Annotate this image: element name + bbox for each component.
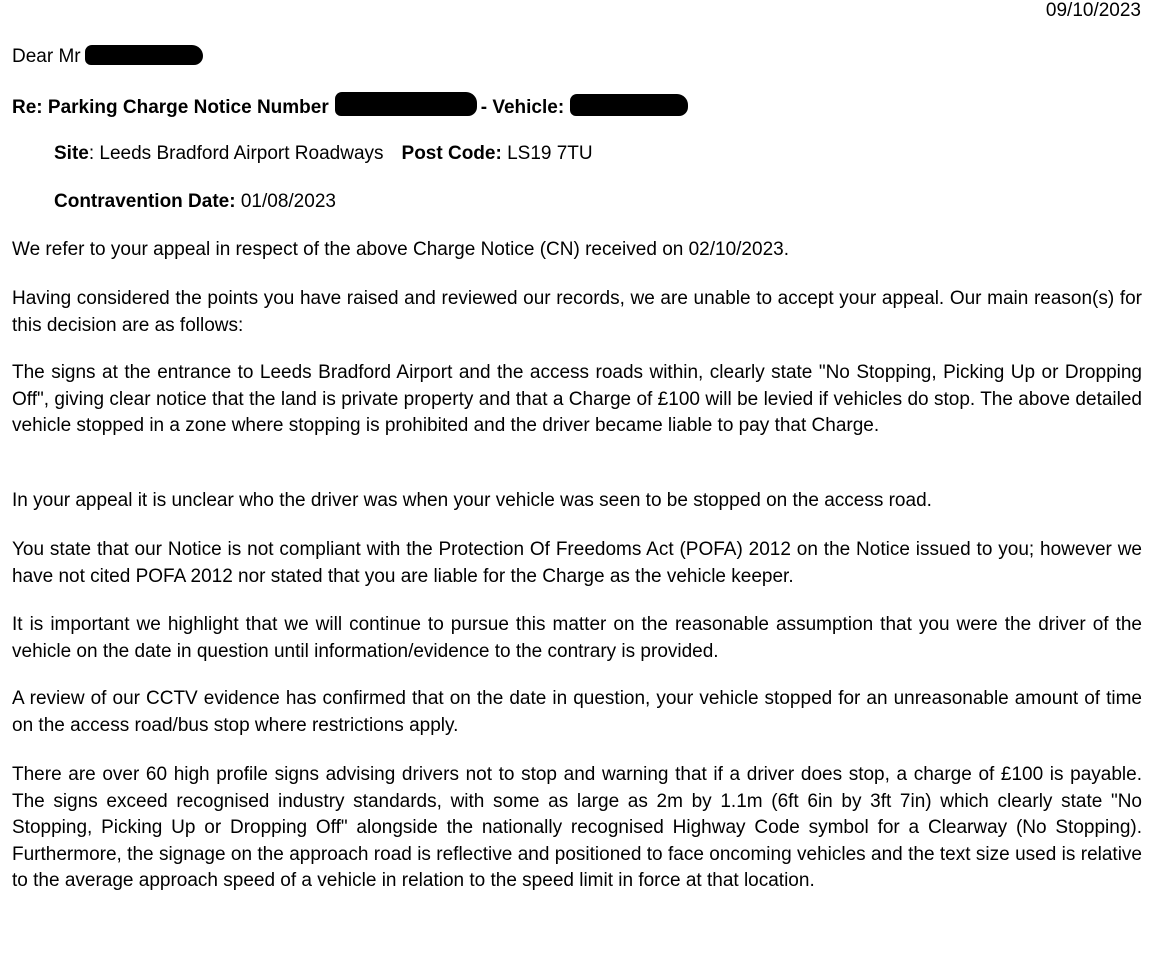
postcode-value: LS19 7TU (501, 143, 593, 164)
body-paragraph: In your appeal it is unclear who the driver was when your vehicle was seen to be stopped on the access road. (12, 490, 932, 511)
vehicle-label: - Vehicle: (480, 97, 565, 118)
salutation-line (12, 44, 203, 71)
body-paragraph: You state that our Notice is not compliant with the Protection Of Freedoms Act (POFA) 2012 on the Notice issued to you; however we have not cited POFA 2012 nor stated that you are liable for the Charge as the vehicle keeper. (12, 539, 1142, 587)
contravention-label: Contravention Date: (54, 191, 236, 212)
site-label: Site (54, 143, 89, 164)
site-value: : Leeds Bradford Airport Roadways (88, 143, 384, 164)
redaction-mark (570, 94, 688, 116)
postcode-label: Post Code: (401, 143, 502, 164)
contravention-value: 01/08/2023 (235, 191, 336, 212)
letter-date: 09/10/2023 (1045, 0, 1141, 21)
body-paragraph: It is important we highlight that we will continue to pursue this matter on the reasonable assumption that you were the driver of the vehicle on the date in question until information/evidence to the contrary is provided. (12, 614, 1142, 662)
redaction-mark (85, 45, 203, 65)
body-paragraph: Having considered the points you have raised and reviewed our records, we are unable to accept your appeal. Our main reason(s) for this decision are as follows: (12, 288, 1142, 336)
salutation-text: Dear Mr (12, 46, 81, 67)
redaction-mark (335, 92, 477, 116)
body-paragraph: The signs at the entrance to Leeds Bradford Airport and the access roads within, clearly state "No Stopping, Picking Up or Dropping Off", giving clear notice that the land is private property and that a Charge of £100 will be levied if vehicles do stop. The above detailed vehicle stopped in a zone where stopping is prohibited and the driver became liable to pay that Charge. (12, 362, 1142, 436)
body-paragraph: We refer to your appeal in respect of the above Charge Notice (CN) received on 02/10/2023. (12, 239, 789, 260)
re-prefix: Re: Parking Charge Notice Number (12, 97, 329, 118)
body-paragraph: A review of our CCTV evidence has confirmed that on the date in question, your vehicle stopped for an unreasonable amount of time on the access road/bus stop where restrictions apply. (12, 688, 1142, 736)
re-line (12, 92, 688, 122)
site-line (54, 141, 593, 168)
body-paragraph: There are over 60 high profile signs advising drivers not to stop and warning that if a driver does stop, a charge of £100 is payable. The signs exceed recognised industry standards, with some as large as 2m by 1.1m (6ft 6in by 3ft 7in) which clearly state "No Stopping, Picking Up or Dropping Off" alongside the nationally recognised Highway Code symbol for a Clearway (No Stopping). Furthermore, the signage on the approach road is reflective and positioned to face oncoming vehicles and the text size used is relative to the average approach speed of a vehicle in relation to the speed limit in force at that location. (12, 764, 1142, 891)
contravention-line (54, 189, 336, 216)
